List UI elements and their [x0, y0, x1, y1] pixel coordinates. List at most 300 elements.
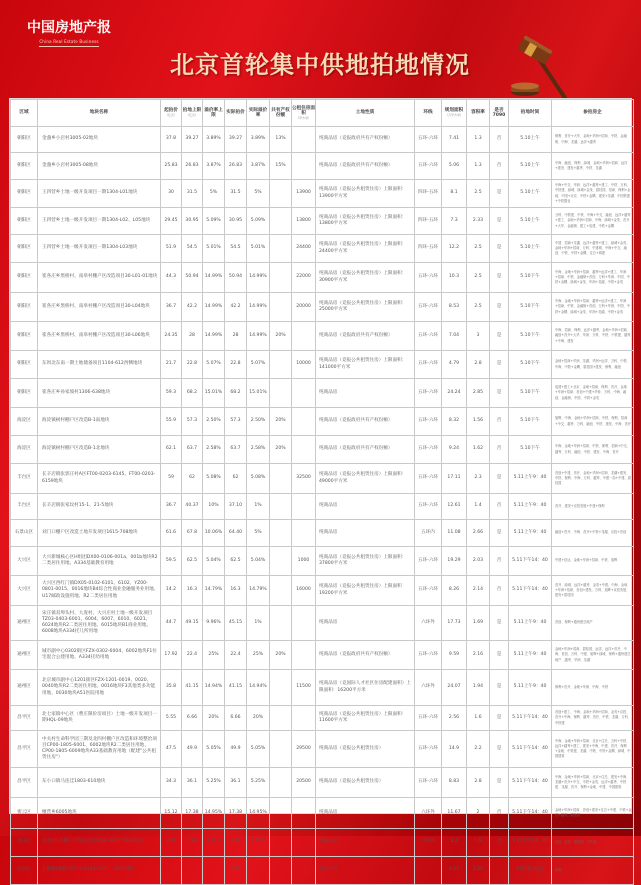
header-ring: 环线	[415, 100, 442, 127]
cell-cap-price: 22.4	[182, 641, 203, 670]
table-row	[11, 379, 634, 408]
cell-actual-premium: 5.07%	[247, 351, 270, 379]
cell-plan-area: 12.2	[442, 235, 467, 263]
cell-plot-ratio: 2.2	[467, 731, 490, 768]
cell-cap-price: 62	[182, 464, 203, 494]
cell-actual-price: 36.1	[225, 768, 247, 798]
cell-ring-road: 六环外	[415, 606, 442, 641]
cell-cap-price: 16.3	[182, 576, 203, 606]
cell-auction-time: 5.11下午14：40	[509, 731, 552, 768]
cell-start-price: 3.81	[161, 829, 182, 857]
cell-cap-price: 4.19	[182, 829, 203, 857]
cell-is-7090: 是	[490, 606, 509, 641]
cell-premium-cap: 3.89%	[203, 127, 225, 153]
cell-public-rental-area: 13900	[292, 180, 316, 208]
cell-ring-road: 五环-六环	[415, 127, 442, 153]
table-row	[11, 606, 634, 641]
cell-land-nature: 纯商品房	[316, 606, 415, 641]
cell-ring-road: 五环-六环	[415, 547, 442, 576]
cell-plan-area: 8.1	[442, 180, 467, 208]
cell-start-price: 29.45	[161, 208, 182, 235]
cell-actual-premium: 5.09%	[247, 208, 270, 235]
cell-actual-price: 28	[225, 322, 247, 351]
cell-plan-area: 2.56	[442, 706, 467, 731]
cell-ring-road: 五环-六环	[415, 379, 442, 408]
cell-ring-road: 五环-六环	[415, 641, 442, 670]
cell-premium-cap: 5.08%	[203, 464, 225, 494]
cell-auction-time: 5.10上午	[509, 235, 552, 263]
cell-shared-share	[270, 606, 292, 641]
cell-district: 昌平区	[11, 768, 38, 798]
cell-district: 朝阳区	[11, 293, 38, 322]
cell-shared-share	[270, 464, 292, 494]
cell-shared-share	[270, 576, 292, 606]
cell-bidders: 首创、保利+通州建总地产	[552, 606, 634, 641]
cell-actual-price: 7.50	[225, 857, 247, 885]
cell-start-price: 21.7	[161, 351, 182, 379]
cell-plot-ratio: 2.5	[467, 180, 490, 208]
cell-ring-road: 四环-五环	[415, 235, 442, 263]
cell-shared-share	[270, 494, 292, 520]
cell-ring-road: 六环外	[415, 670, 442, 706]
cell-plot-name: 中关村生命科学园三期及北四村棚户区改造和环境整治项目CP00-1805-6001、6002地块R2二类居住用地、CP00-1805-6009地块A33基础教育用地（配建"公共租赁住房"）	[38, 731, 161, 768]
cell-premium-cap: 10%	[203, 494, 225, 520]
cell-shared-share: 15%	[270, 153, 292, 180]
cell-district: 石景山区	[11, 520, 38, 547]
table-row	[11, 436, 634, 464]
header-district: 区域	[11, 100, 38, 127]
cell-is-7090: 是	[490, 263, 509, 293]
cell-plan-area: 10.3	[442, 263, 467, 293]
cell-shared-share	[270, 798, 292, 829]
table-row	[11, 464, 634, 494]
table-row	[11, 798, 634, 829]
cell-ring-road: 四环-五环	[415, 208, 442, 235]
cell-ring-road: 五环-六环	[415, 322, 442, 351]
cell-auction-time: 5.10上午	[509, 180, 552, 208]
cell-cap-price: 68.2	[182, 379, 203, 408]
table-row	[11, 351, 634, 379]
cell-is-7090: 是	[490, 180, 509, 208]
header-land-nature: 土地性质	[316, 100, 415, 127]
cell-shared-share	[270, 670, 292, 706]
cell-start-price: 37.8	[161, 127, 182, 153]
cell-actual-price: 39.27	[225, 127, 247, 153]
cell-is-7090: 否	[490, 153, 509, 180]
cell-plot-name: 崔各庄乡孙家坡村1306-638地块	[38, 379, 161, 408]
cell-auction-time: 5.10上午	[509, 127, 552, 153]
cell-start-price: 55.9	[161, 408, 182, 436]
cell-shared-share	[270, 768, 292, 798]
cell-actual-premium	[247, 857, 270, 885]
cell-plot-ratio: 1.69	[467, 606, 490, 641]
cell-is-7090: 是	[490, 208, 509, 235]
cell-is-7090	[490, 857, 509, 885]
cell-plot-name: 王四营乡土地一级开发项目一期1304-L02、L05地块	[38, 208, 161, 235]
cell-start-price: 15.12	[161, 798, 182, 829]
cell-plot-name: 王四营乡土地一级开发项目一期1304-L03地块	[38, 235, 161, 263]
cell-plot-ratio: 2.16	[467, 641, 490, 670]
cell-bidders: 首创+中建、首开、金地+华润+招商、龙湖+建发、中铁、保利、中海、万科、越秀、中建一局+中建、碧桂园	[552, 464, 634, 494]
cell-premium-cap: 14.79%	[203, 576, 225, 606]
cell-public-rental-area: 20500	[292, 768, 316, 798]
header-actual-price: 实际拍价	[225, 100, 247, 127]
auction-table-container	[9, 98, 632, 873]
cell-plot-ratio: 1.62	[467, 436, 490, 464]
cell-is-7090: 是	[490, 641, 509, 670]
cell-actual-premium: 2.50%	[247, 408, 270, 436]
cell-actual-premium: 25%	[247, 641, 270, 670]
cell-land-nature: 纯商品房（竞报政府共有产权份额）	[316, 322, 415, 351]
cell-plot-ratio: 2.66	[467, 520, 490, 547]
table-row	[11, 235, 634, 263]
cell-ring-road: 四环-五环	[415, 180, 442, 208]
cell-plan-area: 11.08	[442, 520, 467, 547]
cell-land-nature: 纯商品房（竞报公共租赁住房）上限面积19200平方米	[316, 576, 415, 606]
cell-plot-name: 檀营乡6005地块	[38, 798, 161, 829]
cell-is-7090: 是	[490, 731, 509, 768]
cell-plot-ratio: 1.9	[467, 829, 490, 857]
cell-plan-area: 8.26	[442, 576, 467, 606]
cell-shared-share: 20%	[270, 641, 292, 670]
cell-land-nature: 纯商品房	[316, 379, 415, 408]
cell-is-7090: 否	[490, 127, 509, 153]
cell-public-rental-area	[292, 798, 316, 829]
cell-public-rental-area	[292, 494, 316, 520]
cell-plot-name: 长辛店镇张家坟村15-1、21-5地块	[38, 494, 161, 520]
cell-auction-time: 5.11下午14：40	[509, 547, 552, 576]
cell-plan-area: 4.79	[442, 351, 467, 379]
cell-district: 朝阳区	[11, 208, 38, 235]
cell-plot-ratio: 1.3	[467, 153, 490, 180]
cell-auction-time: 5.10下午	[509, 351, 552, 379]
cell-district: 延庆区	[11, 829, 38, 857]
cell-is-7090: 是	[490, 670, 509, 706]
cell-ring-road: 六环外	[415, 798, 442, 829]
table-row	[11, 829, 634, 857]
cell-cap-price: 63.7	[182, 436, 203, 464]
cell-plot-name: 长辛店镇张郭庄村A区FT00-0203-6145、FT00-0203-6159地块	[38, 464, 161, 494]
cell-plot-ratio: 2.33	[467, 208, 490, 235]
cell-start-price: 14.2	[161, 576, 182, 606]
cell-land-nature: 共有产权	[316, 857, 415, 885]
cell-ring-road: 五环-六环	[415, 706, 442, 731]
cell-plot-ratio: 3	[467, 322, 490, 351]
cell-auction-time: 5.11上午9：40	[509, 670, 552, 706]
cell-public-rental-area	[292, 153, 316, 180]
cell-is-7090: 否	[490, 408, 509, 436]
cell-plan-area: 7.04	[442, 322, 467, 351]
cell-is-7090: 是	[490, 351, 509, 379]
cell-district: 海淀区	[11, 436, 38, 464]
cell-start-price: 30	[161, 180, 182, 208]
cell-cap-price: 36.1	[182, 768, 203, 798]
cell-actual-price: 22.8	[225, 351, 247, 379]
cell-plot-ratio: 2.3	[467, 464, 490, 494]
cell-district: 密云区	[11, 798, 38, 829]
cell-actual-premium: 9.97%	[247, 829, 270, 857]
cell-land-nature: 纯商品房	[316, 494, 415, 520]
cell-shared-share	[270, 235, 292, 263]
cell-plot-ratio: 2.5	[467, 235, 490, 263]
cell-plan-area: 9.59	[442, 641, 467, 670]
header-cap-price: 拍地上限 （亿元）	[182, 100, 203, 127]
cell-land-nature: 纯商品房（竞报公共租赁住房）上限面积：11600平方米	[316, 706, 415, 731]
cell-bidders: 中海、金地+华润+招商、北京+住总、万科+中铁、远洋+越秀+建工、建发+中海、中建、首开、保利+金地、中铁建、龙湖、中铁、中铁+金隅、绿城、中国建筑	[552, 731, 634, 768]
cell-land-nature: 纯商品房（竞国际人才社区住房配建面积）上限面积：16200平方米	[316, 670, 415, 706]
cell-auction-time: 5.10下午	[509, 263, 552, 293]
cell-plan-area: 8.83	[442, 768, 467, 798]
auction-table	[10, 99, 634, 885]
cell-district: 朝阳区	[11, 180, 38, 208]
cell-land-nature: 纯商品房（竞报公共租赁住房）上限面积：30900平方米	[316, 263, 415, 293]
cell-plot-ratio: 2.5	[467, 263, 490, 293]
cell-bidders: 电建+建工+北京、金地+招商、保利、首开、金地+华润+招商、首创+中建+华侨、万科、中海、融创、金融街、中国、中铁+金茂	[552, 379, 634, 408]
cell-land-nature: 纯商品房（竞报政府共有产权份额）	[316, 408, 415, 436]
cell-auction-time: 5.11上午9：40	[509, 464, 552, 494]
cell-premium-cap: 14.99%	[203, 293, 225, 322]
cell-public-rental-area	[292, 606, 316, 641]
cell-public-rental-area: 22000	[292, 263, 316, 293]
cell-public-rental-area: 29500	[292, 731, 316, 768]
logo-divider	[39, 46, 99, 47]
cell-district: 朝阳区	[11, 127, 38, 153]
cell-plot-name: 海淀镇树村棚户区改造B-1南地块	[38, 408, 161, 436]
cell-shared-share	[270, 829, 292, 857]
cell-is-7090: 否	[490, 436, 509, 464]
cell-cap-price: 30.95	[182, 208, 203, 235]
header-plot: 地块名称	[38, 100, 161, 127]
cell-plot-name: 崔各庄乡黑桥村、南皋村棚户区改造项目30-L06地块	[38, 322, 161, 351]
cell-cap-price	[182, 857, 203, 885]
cell-is-7090: 是	[490, 235, 509, 263]
cell-district: 朝阳区	[11, 153, 38, 180]
cell-plot-ratio: 2.5	[467, 293, 490, 322]
cell-bidders: 首开、建发+京投发展+中建+保利	[552, 494, 634, 520]
cell-premium-cap: 9.97%	[203, 829, 225, 857]
table-row	[11, 857, 634, 885]
cell-land-nature: 纯商品房（竞报公共租赁住房）上限面积：141000平方米	[316, 351, 415, 379]
cell-plot-ratio: 2.29	[467, 857, 490, 885]
cell-plot-name: 刘门口棚户区改造土地开发项目1615-708地块	[38, 520, 161, 547]
cell-premium-cap	[203, 857, 225, 885]
cell-ring-road: 五环-六环	[415, 731, 442, 768]
cell-district: 朝阳区	[11, 235, 38, 263]
cell-cap-price: 39.27	[182, 127, 203, 153]
cell-plan-area: 14.9	[442, 731, 467, 768]
cell-land-nature: 纯商品房（竞报公共租赁住房）上限面积：49000平方米	[316, 464, 415, 494]
table-row	[11, 706, 634, 731]
table-body	[11, 127, 634, 885]
cell-plot-ratio: 1.3	[467, 127, 490, 153]
cell-plot-name: 北七家镇中心区（曹庄限价房项目）土地一级开发项目一期HQL-09地块	[38, 706, 161, 731]
cell-is-7090: 是	[490, 768, 509, 798]
cell-auction-time: 5.11下午14：40	[509, 768, 552, 798]
cell-public-rental-area	[292, 706, 316, 731]
cell-district: 昌平区	[11, 706, 38, 731]
table-header-row	[11, 100, 634, 127]
cell-public-rental-area	[292, 379, 316, 408]
cell-plan-area: 24.07	[442, 670, 467, 706]
cell-district: 朝阳区	[11, 322, 38, 351]
cell-plot-ratio: 1.6	[467, 706, 490, 731]
cell-actual-price: 63.7	[225, 436, 247, 464]
cell-premium-cap: 3.87%	[203, 153, 225, 180]
cell-plot-name: 东坝北东南一期土地储备项目1104-612西侧地块	[38, 351, 161, 379]
cell-actual-premium: 5%	[247, 180, 270, 208]
cell-actual-premium: 5.05%	[247, 731, 270, 768]
cell-premium-cap: 5.25%	[203, 768, 225, 798]
cell-bidders: 首开、绿城、远洋+越秀、金茂+中建、中海、金地+华润+招商、首创+建发、万科、旭辉+京投发展、建发+碧桂园	[552, 576, 634, 606]
cell-premium-cap: 9.96%	[203, 606, 225, 641]
header-shared-share: 共有产权份额	[270, 100, 292, 127]
cell-cap-price: 6.66	[182, 706, 203, 731]
cell-bidders: 中海、金地+华润+招商、北京+住总、建发+中海、龙湖+首开+中交、中铁+金茂、远洋+越秀、中铁建、龙湖、首开、保利+金地、中建、中国建筑	[552, 768, 634, 798]
cell-auction-time: 5.11下午14：40	[509, 829, 552, 857]
cell-actual-price: 50.94	[225, 263, 247, 293]
cell-actual-premium: 14.99%	[247, 293, 270, 322]
cell-actual-price: 30.95	[225, 208, 247, 235]
cell-land-nature: 纯商品房（竞报公共租赁住房）上限面积：25000平方米	[316, 293, 415, 322]
cell-land-nature: 纯商品房（竞报公共租赁住房）上限面积：13800平方米	[316, 208, 415, 235]
cell-bidders: 中海、招商、保利、远洋+越秀、金地+华润+招商、融创+首开+大华、华润、万科、中铁、中铁建、越秀+中海、建发	[552, 322, 634, 351]
cell-plan-area: 3.2	[442, 829, 467, 857]
cell-actual-price: 16.3	[225, 576, 247, 606]
cell-start-price: 61.6	[161, 520, 182, 547]
cell-shared-share	[270, 731, 292, 768]
cell-ring-road	[415, 857, 442, 885]
cell-district: 昌平区	[11, 731, 38, 768]
table-row	[11, 153, 634, 180]
cell-actual-price: 17.38	[225, 798, 247, 829]
cell-auction-time: 5.10下午	[509, 322, 552, 351]
cell-shared-share: 20%	[270, 322, 292, 351]
table-row	[11, 322, 634, 351]
cell-start-price: 17.92	[161, 641, 182, 670]
cell-cap-price: 17.38	[182, 798, 203, 829]
cell-plan-area: 9.27	[442, 857, 467, 885]
cell-district: 通州区	[11, 670, 38, 706]
cell-plan-area: 9.24	[442, 436, 467, 464]
cell-start-price: 51.9	[161, 235, 182, 263]
cell-is-7090: 是	[490, 520, 509, 547]
cell-shared-share	[270, 706, 292, 731]
cell-plot-ratio: 2.8	[467, 351, 490, 379]
cell-ring-road: 五环-六环	[415, 768, 442, 798]
cell-plot-name: 宋庄镇双埠头村、大庞村、大兴庄村土地一级开发项目TZ03-0403-6001、6004、6007、6010、6021、6024地块R2二类居住用地、6015地块B1商业用地、6008地块A334托儿所用地	[38, 606, 161, 641]
cell-auction-time: 5.11上午9：40	[509, 606, 552, 641]
cell-actual-premium: 5%	[247, 520, 270, 547]
cell-premium-cap: 5.09%	[203, 208, 225, 235]
cell-start-price	[161, 857, 182, 885]
cell-plot-name: 东小口镇马连洼1803-610地块	[38, 768, 161, 798]
newspaper-logo	[27, 17, 111, 47]
cell-district: 朝阳区	[11, 351, 38, 379]
cell-shared-share	[270, 293, 292, 322]
cell-plot-ratio: 1.4	[467, 494, 490, 520]
cell-public-rental-area: 32500	[292, 464, 316, 494]
cell-actual-price: 45.15	[225, 606, 247, 641]
cell-plot-name: 王四营乡土地一级开发项目一期1304-L01地块	[38, 180, 161, 208]
cell-ring-road: 五环-六环	[415, 153, 442, 180]
cell-bidders: 中海+中交、华润、远洋+越秀+建工、中铁、万科、中铁建、绿城、绿城+金茂、碧桂园、招商、保利+金地、中国+北京、中铁+金隅、建发+龙湖、中国铁建+中铁置业	[552, 180, 634, 208]
cell-is-7090: 否	[490, 547, 509, 576]
cell-shared-share	[270, 547, 292, 576]
cell-actual-premium: 14.99%	[247, 322, 270, 351]
cell-ring-road: 六环外	[415, 829, 442, 857]
cell-plot-name: 大兴新城核心区H组团DX00-0106-001a、001b地块R2二类居住用地、A334基础教育用地	[38, 547, 161, 576]
cell-shared-share	[270, 208, 292, 235]
table-row	[11, 670, 634, 706]
cell-bidders: 中建、招商+龙湖、远洋+越秀+建工、绿城+金茂、金地+华润+招商、万科、中建城、中海+中交、融创、中铁、中铁+金隅、住总+城建	[552, 235, 634, 263]
cell-actual-premium: 5.08%	[247, 464, 270, 494]
cell-bidders: 首创、首开、碧桂园、石竹城	[552, 829, 634, 857]
cell-plan-area: 7.41	[442, 127, 467, 153]
cell-plot-ratio: 2.03	[467, 547, 490, 576]
cell-actual-price: 49.9	[225, 731, 247, 768]
cell-land-nature: 纯商品房（竞报政府共有产权份额）	[316, 153, 415, 180]
cell-premium-cap: 2.50%	[203, 408, 225, 436]
cell-actual-premium: 1%	[247, 494, 270, 520]
cell-is-7090: 否	[490, 829, 509, 857]
header-start-price: 起拍价 （亿元）	[161, 100, 182, 127]
cell-start-price: 5.55	[161, 706, 182, 731]
logo-english: China Real Estate Business	[39, 39, 99, 44]
cell-start-price: 24.35	[161, 322, 182, 351]
cell-ring-road: 五环-六环	[415, 293, 442, 322]
cell-actual-premium: 3.87%	[247, 153, 270, 180]
cell-premium-cap: 5.07%	[203, 351, 225, 379]
cell-premium-cap: 14.95%	[203, 798, 225, 829]
cell-actual-premium: 15.01%	[247, 379, 270, 408]
cell-plot-ratio: 2.8	[467, 768, 490, 798]
cell-actual-premium: 14.94%	[247, 670, 270, 706]
table-row	[11, 731, 634, 768]
cell-district: 通州区	[11, 641, 38, 670]
table-row	[11, 408, 634, 436]
cell-bidders: 中海、金地+华润+招商、越秀+远洋+建工、华润+招商、中铁、金融街+首创、万科+华润、中国、中铁+金隅、绿城+金茂、华润+龙湖、中铁+金茂	[552, 293, 634, 322]
cell-public-rental-area	[292, 322, 316, 351]
cell-ring-road: 五环-六环	[415, 464, 442, 494]
cell-land-nature: 纯商品房（竞报政府共有产权份额）	[316, 436, 415, 464]
header-bidders: 参拍房企	[552, 100, 634, 127]
cell-premium-cap: 5.04%	[203, 547, 225, 576]
cell-land-nature: 纯商品房	[316, 520, 415, 547]
cell-shared-share: 20%	[270, 408, 292, 436]
cell-public-rental-area: 20000	[292, 293, 316, 322]
cell-start-price: 34.3	[161, 768, 182, 798]
cell-bidders: 中海、融创、保利、绿城、金地+华润+招商、远洋+建发、建发+越秀、中铁、龙湖	[552, 153, 634, 180]
cell-actual-price: 62.5	[225, 547, 247, 576]
cell-start-price: 35.8	[161, 670, 182, 706]
cell-public-rental-area: 16000	[292, 576, 316, 606]
cell-actual-premium: 5.25%	[247, 768, 270, 798]
cell-actual-price: 31.5	[225, 180, 247, 208]
cell-land-nature: 纯商品房（竞报公共租赁住房）上限面积：37800平方米	[316, 547, 415, 576]
cell-public-rental-area: 10000	[292, 351, 316, 379]
cell-is-7090: 是	[490, 706, 509, 731]
cell-actual-price: 37.10	[225, 494, 247, 520]
cell-bidders: 融创+首开、中海、首开+中铁+龙湖、京投+首创	[552, 520, 634, 547]
header-actual-premium: 实际溢价率	[247, 100, 270, 127]
cell-actual-premium: 5.04%	[247, 547, 270, 576]
cell-ring-road: 五环-六环	[415, 263, 442, 293]
cell-district: 丰台区	[11, 494, 38, 520]
cell-district: 房山区	[11, 857, 38, 885]
cell-cap-price: 31.5	[182, 180, 203, 208]
cell-bidders: 保利、首开+大华、金地+华润+招商、中铁、金融街、中海、龙湖、远洋+越秀	[552, 127, 634, 153]
table-row	[11, 576, 634, 606]
